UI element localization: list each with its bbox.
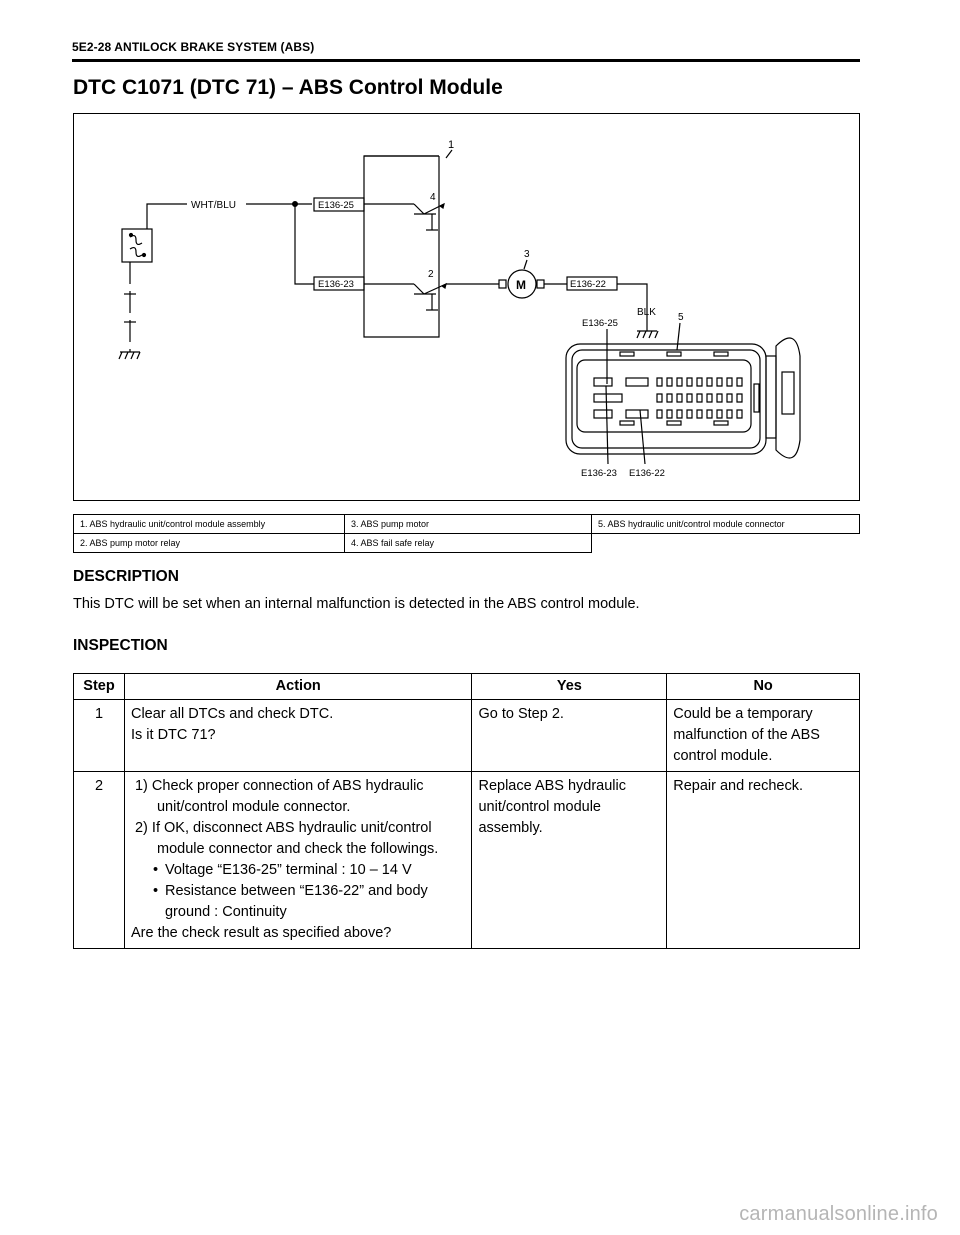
step-number: 2: [74, 772, 125, 949]
yes-cell: [472, 772, 667, 949]
wire-to-switch: [147, 204, 187, 229]
item-number: 1): [134, 778, 148, 794]
description-text: This DTC will be set when an internal malfunction is detected in the ABS control module.: [73, 596, 640, 612]
bullet-text: Resistance between “E136-22” and body: [164, 883, 428, 899]
no-cell: [667, 772, 860, 949]
bullet-item-resistance: [131, 881, 465, 902]
terminal-label-e136-22: E136-22: [570, 279, 606, 290]
terminal-label-e136-25: E136-25: [318, 200, 354, 211]
column-header-action: Action: [124, 674, 471, 700]
yes-line: assembly.: [478, 820, 543, 836]
switch-contact-symbol: [130, 236, 142, 257]
wiring-diagram: [73, 113, 860, 501]
no-cell: [667, 700, 860, 772]
inspection-heading: INSPECTION: [73, 637, 168, 654]
column-header-no: No: [667, 674, 860, 700]
legend-item-2: 2. ABS pump motor relay: [74, 534, 345, 553]
header-title: 5E2-28 ANTILOCK BRAKE SYSTEM (ABS): [72, 40, 315, 54]
inspection-table: [73, 673, 860, 949]
action-question: Are the check result as specified above?: [130, 925, 392, 941]
wiring-diagram-svg: [74, 114, 861, 502]
header-rule: [72, 59, 860, 62]
no-line: malfunction of the ABS: [673, 727, 820, 743]
yes-line: Go to Step 2.: [478, 706, 564, 722]
footer-watermark: carmanualsonline.info: [739, 1203, 938, 1225]
yes-cell: [472, 700, 667, 772]
callout-5: 5: [678, 312, 684, 323]
description-heading: DESCRIPTION: [73, 568, 179, 585]
item-number: 2): [134, 820, 148, 836]
bullet-text-continued: ground : Continuity: [164, 904, 287, 920]
relay-switch-symbol: [122, 229, 152, 262]
column-header-step: Step: [74, 674, 125, 700]
legend-empty-cell: [592, 534, 860, 553]
no-line: Could be a temporary: [673, 706, 813, 722]
callout-2: 2: [428, 269, 434, 280]
page-header: [72, 40, 860, 62]
legend-item-1: 1. ABS hydraulic unit/control module assembly: [74, 515, 345, 534]
bullet-icon: •: [152, 862, 159, 878]
action-line: Is it DTC 71?: [130, 727, 216, 743]
action-cell: [124, 772, 471, 949]
terminal-label-e136-23: E136-23: [318, 279, 354, 290]
callout-1: 1: [448, 139, 455, 151]
legend-item-3: 3. ABS pump motor: [345, 515, 592, 534]
action-item-2: [131, 818, 465, 839]
page-title: DTC C1071 (DTC 71) – ABS Control Module: [73, 76, 503, 99]
action-text-continued: module connector and check the followings.: [156, 841, 439, 857]
step-number: 1: [74, 700, 125, 772]
connector-pin-label-e136-22: E136-22: [629, 468, 665, 479]
action-cell: [124, 700, 471, 772]
callout-3: 3: [524, 249, 530, 260]
bullet-item-voltage: [131, 860, 465, 881]
table-header-row: [74, 674, 860, 700]
table-row: [74, 700, 860, 772]
action-text-continued: unit/control module connector.: [156, 799, 351, 815]
action-text: Check proper connection of ABS hydraulic: [151, 778, 424, 794]
action-line: Clear all DTCs and check DTC.: [130, 706, 334, 722]
legend-item-5: 5. ABS hydraulic unit/control module connector: [592, 515, 860, 534]
table-row: [74, 772, 860, 949]
action-item-1: [131, 776, 465, 797]
yes-line: Replace ABS hydraulic: [478, 778, 626, 794]
legend-item-4: 4. ABS fail safe relay: [345, 534, 592, 553]
callout-4: 4: [430, 192, 436, 203]
motor-symbol-label: M: [516, 278, 526, 292]
connector-pin-label-e136-25: E136-25: [582, 318, 618, 329]
no-line: Repair and recheck.: [673, 778, 803, 794]
wire-label-wht-blu: WHT/BLU: [191, 200, 236, 211]
no-line: control module.: [673, 748, 773, 764]
module-connector-drawing: [566, 338, 800, 458]
bullet-icon: •: [152, 883, 159, 899]
wire-to-e136-23: [295, 204, 314, 284]
column-header-yes: Yes: [472, 674, 667, 700]
bullet-text: Voltage “E136-25” terminal : 10 – 14 V: [164, 862, 412, 878]
connector-pin-label-e136-23: E136-23: [581, 468, 617, 479]
ground-label-blk: BLK: [637, 307, 656, 318]
yes-line: unit/control module: [478, 799, 601, 815]
diagram-legend: [73, 514, 860, 553]
action-text: If OK, disconnect ABS hydraulic unit/control: [151, 820, 432, 836]
